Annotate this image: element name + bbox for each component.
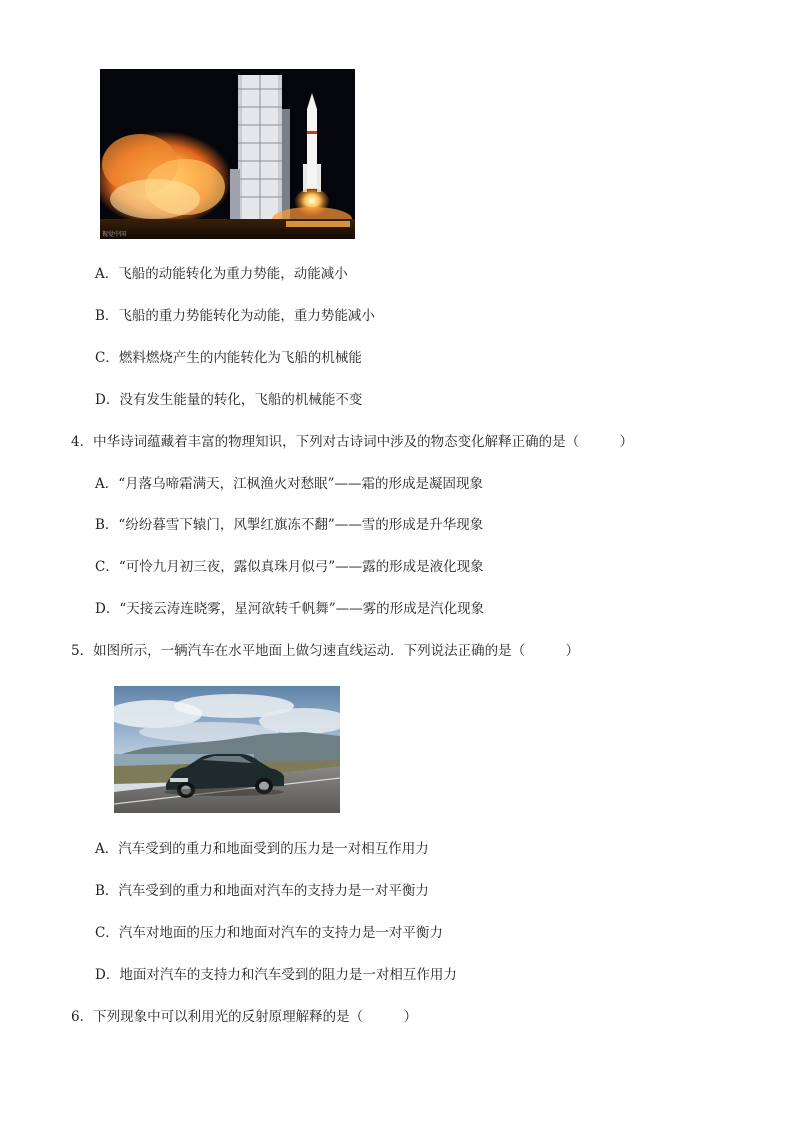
car-on-road-photo [114, 686, 340, 813]
q3-option-d: D．没有发生能量的转化，飞船的机械能不变 [95, 392, 363, 408]
q3-option-c: C．燃料燃烧产生的内能转化为飞船的机械能 [95, 350, 362, 366]
q4-option-c: C．“可怜九月初三夜，露似真珠月似弓”——露的形成是液化现象 [95, 559, 484, 575]
photo-watermark: 视觉中国 [102, 231, 127, 238]
q5-option-c: C．汽车对地面的压力和地面对汽车的支持力是一对平衡力 [95, 925, 443, 941]
q4-stem: 4．中华诗词蕴藏着丰富的物理知识，下列对古诗词中涉及的物态变化解释正确的是（ ） [71, 434, 634, 450]
rocket-launch-photo [100, 69, 355, 239]
q4-option-b: B．“纷纷暮雪下辕门，风掣红旗冻不翻”——雪的形成是升华现象 [95, 517, 484, 533]
q6-stem: 6．下列现象中可以利用光的反射原理解释的是（ ） [71, 1009, 418, 1025]
q4-option-d: D．“天接云涛连晓雾，星河欲转千帆舞”——雾的形成是汽化现象 [95, 601, 485, 617]
q3-option-a: A．飞船的动能转化为重力势能，动能减小 [95, 266, 348, 282]
q5-option-b: B．汽车受到的重力和地面对汽车的支持力是一对平衡力 [95, 883, 429, 899]
q5-option-d: D．地面对汽车的支持力和汽车受到的阻力是一对相互作用力 [95, 967, 457, 983]
q4-option-a: A．“月落乌啼霜满天，江枫渔火对愁眠”——霜的形成是凝固现象 [95, 476, 484, 492]
q5-option-a: A．汽车受到的重力和地面受到的压力是一对相互作用力 [95, 841, 429, 857]
q3-option-b: B．飞船的重力势能转化为动能，重力势能减小 [95, 308, 375, 324]
q5-stem: 5．如图所示，一辆汽车在水平地面上做匀速直线运动．下列说法正确的是（ ） [71, 643, 580, 659]
